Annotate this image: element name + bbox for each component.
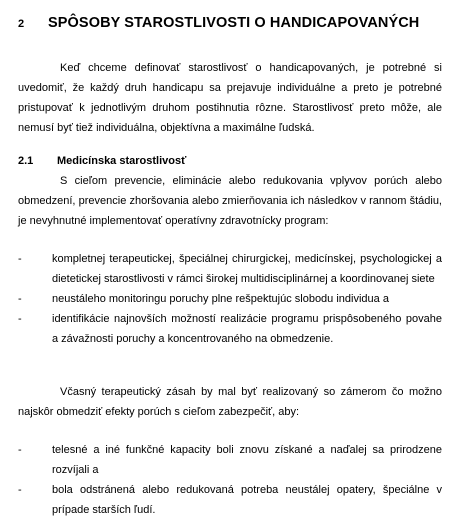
list-dash: - bbox=[18, 444, 22, 456]
program-list bbox=[18, 249, 442, 349]
list-item-text: kompletnej terapeutickej, špeciálnej chirurgickej, medicínskej, psychologickej a dietetickej starostlivosti v rámci širokej multidisciplinárnej a koordinovanej siete bbox=[52, 253, 442, 285]
list-item bbox=[18, 249, 442, 289]
list-item-text: bola odstránená alebo redukovaná potreba neustálej opatery, špeciálne v prípade starších ľudí. bbox=[52, 484, 442, 516]
list-item-text: identifikácie najnovších možností realizácie programu prispôsobeného povahe a závažnosti poruchy a koncentrovaného na obmedzenie. bbox=[52, 313, 442, 345]
list-dash: - bbox=[18, 484, 22, 496]
list-dash: - bbox=[18, 293, 22, 305]
list-item bbox=[18, 289, 442, 309]
list-dash: - bbox=[18, 253, 22, 265]
intro-paragraph: Keď chceme definovať starostlivosť o handicapovaných, je potrebné si uvedomiť, že každý druh handicapu sa prejavuje individuálne a preto je potrebné pristupovať k jednotlivým druhom postihnutia rôzne. Starostlivosť preto môže, ale nemusí byť tiež individuálna, objektívna a maximálne ľudská. bbox=[18, 62, 442, 134]
goals-list bbox=[18, 440, 442, 520]
chapter-number: 2 bbox=[18, 18, 25, 30]
list-item bbox=[18, 480, 442, 520]
list-dash: - bbox=[18, 313, 22, 325]
list-item-text: neustáleho monitoringu poruchy plne rešpektujúc slobodu individua a bbox=[52, 293, 389, 305]
section-paragraph-2: Včasný terapeutický zásah by mal byť realizovaný so zámerom čo možno najskôr obmedziť efekty porúch s cieľom zabezpečiť, aby: bbox=[18, 386, 442, 418]
list-item bbox=[18, 309, 442, 349]
section-paragraph: S cieľom prevencie, eliminácie alebo redukovania vplyvov porúch alebo obmedzení, prevencie zhoršovania alebo zmierňovania ich následkov v rannom štádiu, je nevyhnutné implementovať operatívny zdravotnícky program: bbox=[18, 175, 442, 227]
chapter-title: SPÔSOBY STAROSTLIVOSTI O HANDICAPOVANÝCH bbox=[48, 15, 420, 31]
list-item-text: telesné a iné funkčné kapacity boli znovu získané a naďalej sa prirodzene rozvíjali a bbox=[52, 444, 442, 476]
section-title: Medicínska starostlivosť bbox=[57, 155, 187, 167]
section-number: 2.1 bbox=[18, 155, 34, 167]
list-item bbox=[18, 440, 442, 480]
